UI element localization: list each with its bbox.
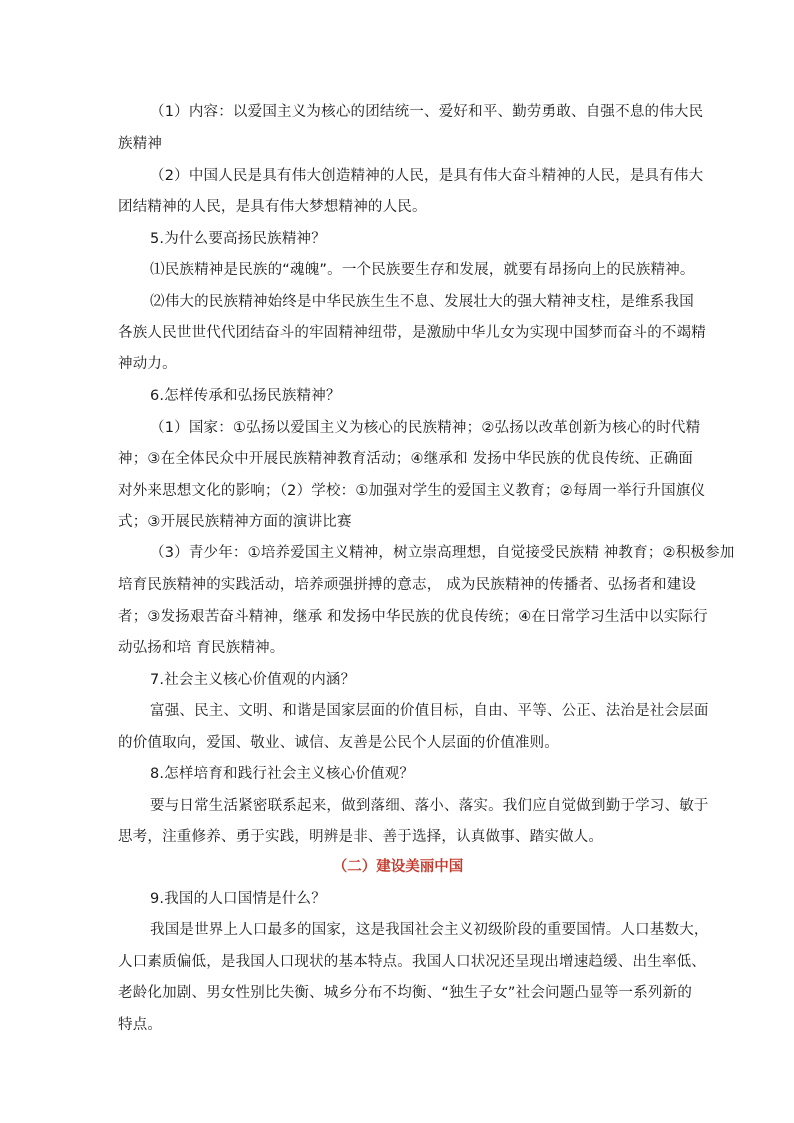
text-line: 式；③开展民族精神方面的演讲比赛 [118,514,352,530]
text-line: （1）内容：以爱国主义为核心的团结统一、爱好和平、勤劳勇敢、自强不息的伟大民 [150,104,704,120]
question-heading: 6.怎样传承和弘扬民族精神？ [150,388,341,404]
text-line: 我国是世界上人口最多的国家，这是我国社会主义初级阶段的重要国情。人口基数大， [150,922,709,938]
text-line: 对外来思想文化的影响；（2）学校：①加强对学生的爱国主义教育；②每周一举行升国旗仪 [118,483,706,499]
text-line: 思考，注重修养、勇于实践，明辨是非、善于选择，认真做事、踏实做人。 [118,829,604,845]
text-line: 的价值取向，爱国、敬业、诚信、友善是公民个人层面的价值准则。 [118,735,559,751]
section-heading: （二）建设美丽中国 [332,859,464,875]
question-heading: 9.我国的人口国情是什么？ [150,891,326,907]
text-line: 各族人民世世代代团结奋斗的牢固精神纽带，是激励中华儿女为实现中国梦而奋斗的不竭精 [118,325,706,341]
text-line: 团结精神的人民，是具有伟大梦想精神的人民。 [118,199,427,215]
text-line: 人口素质偏低，是我国人口现状的基本特点。我国人口状况还呈现出增速趋缓、出生率低、 [118,954,706,970]
text-line: 富强、民主、文明、和谐是国家层面的价值目标，自由、平等、公正、法治是社会层面 [150,703,709,719]
text-line: （3）青少年：①培养爱国主义精神，树立崇高理想，自觉接受民族精 神教育；②积极参加 [150,545,735,561]
text-line: 者；③发扬艰苦奋斗精神，继承 和发扬中华民族的优良传统；④在日常学习生活中以实际行 [118,609,708,625]
text-line: 要与日常生活紧密联系起来，做到落细、落小、落实。我们应自觉做到勤于学习、敏于 [150,798,709,814]
text-line: 培育民族精神的实践活动，培养顽强拼搏的意志， 成为民族精神的传播者、弘扬者和建设 [118,577,697,593]
text-line: ⑵伟大的民族精神始终是中华民族生生不息、发展壮大的强大精神支柱，是维系我国 [150,294,694,310]
text-line: 特点。 [118,1017,163,1033]
text-line: 神动力。 [118,356,177,372]
text-line: 动弘扬和培 育民族精神。 [118,640,285,656]
text-line: ⑴民族精神是民族的“魂魄”。一个民族要生存和发展，就要有昂扬向上的民族精神。 [150,262,695,278]
text-line: 老龄化加剧、男女性别比失衡、城乡分布不均衡、“独生子女”社会问题凸显等一系列新的 [118,985,693,1001]
question-heading: 7.社会主义核心价值观的内涵？ [150,672,356,688]
text-line: 族精神 [118,136,163,152]
text-line: （1）国家：①弘扬以爱国主义为核心的民族精神；②弘扬以改革创新为核心的时代精 [150,420,701,436]
question-heading: 8.怎样培育和践行社会主义核心价值观？ [150,766,415,782]
text-line: （2）中国人民是具有伟大创造精神的人民，是具有伟大奋斗精神的人民，是具有伟大 [150,168,704,184]
text-line: 神；③在全体民众中开展民族精神教育活动；④继承和 发扬中华民族的优良传统、正确面 [118,451,694,467]
question-heading: 5.为什么要高扬民族精神？ [150,231,326,247]
